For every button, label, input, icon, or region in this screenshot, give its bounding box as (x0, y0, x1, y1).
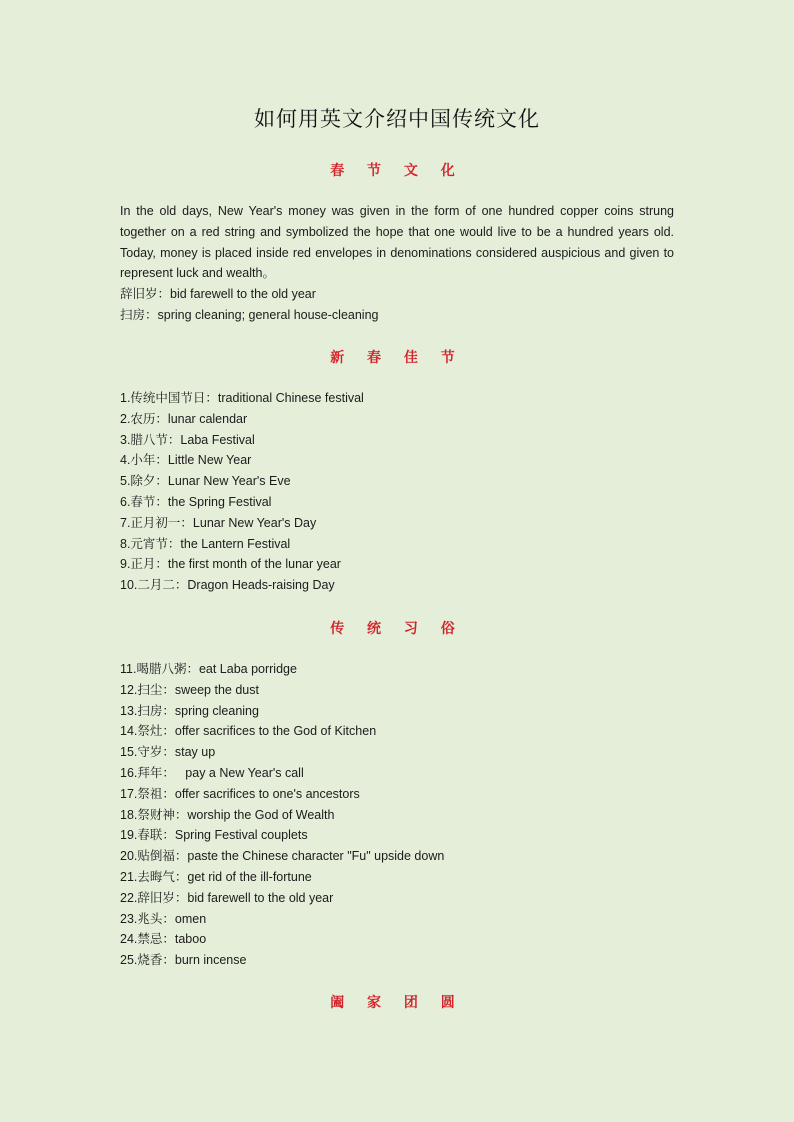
list-item: 12.扫尘：sweep the dust (120, 682, 259, 697)
list-item: 8.元宵节：the Lantern Festival (120, 536, 291, 551)
section-heading-traditional-customs: 传 统 习 俗 (330, 621, 464, 637)
vocab-line: 扫房：spring cleaning; general house-cleaning (120, 307, 379, 322)
list-item: 23.兆头：omen (120, 911, 207, 926)
list-item: 14.祭灶：offer sacrifices to the God of Kitchen (120, 724, 377, 739)
list-item: 18.祭财神：worship the God of Wealth (120, 807, 335, 822)
list-item: 9.正月：the first month of the lunar year (120, 557, 341, 572)
list-item: 25.烧香：burn incense (120, 953, 247, 968)
list-item: 13.扫房：spring cleaning (120, 703, 259, 718)
document-title: 如何用英文介绍中国传统文化 (254, 107, 540, 131)
intro-paragraph: In the old days, New Year's money was given in the form of one hundred copper coins strung together on a red string and symbolized the hope that one would live to be a hundred years old. Today, money is placed inside red envelopes in denominations considered auspicious and given to represent luck and wealth。 (120, 204, 674, 281)
list-item: 5.除夕：Lunar New Year's Eve (120, 474, 291, 489)
list-item: 2.农历：lunar calendar (120, 411, 248, 426)
list-item: 15.守岁：stay up (120, 745, 216, 760)
list-item: 20.贴倒福：paste the Chinese character "Fu" upside down (120, 849, 445, 864)
list-item: 3.腊八节：Laba Festival (120, 432, 255, 447)
list-item: 4.小年：Little New Year (120, 453, 252, 468)
section-heading-spring-festival-culture: 春 节 文 化 (330, 163, 464, 179)
section-heading-new-year: 新 春 佳 节 (330, 350, 464, 366)
list-item: 6.春节：the Spring Festival (120, 494, 272, 509)
list-item: 10.二月二：Dragon Heads-raising Day (120, 578, 335, 593)
list-item: 7.正月初一：Lunar New Year's Day (120, 515, 317, 530)
list-item: 17.祭祖：offer sacrifices to one's ancestors (120, 786, 360, 801)
list-item: 24.禁忌：taboo (120, 932, 207, 947)
list-item: 16.拜年： pay a New Year's call (120, 765, 304, 780)
list-item: 19.春联：Spring Festival couplets (120, 828, 308, 843)
list-item: 21.去晦气：get rid of the ill-fortune (120, 869, 312, 884)
section-heading-family-reunion: 阖 家 团 圆 (330, 995, 464, 1011)
list-item: 22.辞旧岁：bid farewell to the old year (120, 890, 334, 905)
section-body-traditional-customs (120, 659, 674, 971)
list-item: 1.传统中国节日：traditional Chinese festival (120, 391, 364, 405)
vocab-line: 辞旧岁：bid farewell to the old year (120, 287, 316, 302)
list-item: 11.喝腊八粥：eat Laba porridge (120, 662, 297, 676)
section-body-new-year (120, 388, 674, 596)
section-body-spring-festival-culture (120, 201, 674, 326)
